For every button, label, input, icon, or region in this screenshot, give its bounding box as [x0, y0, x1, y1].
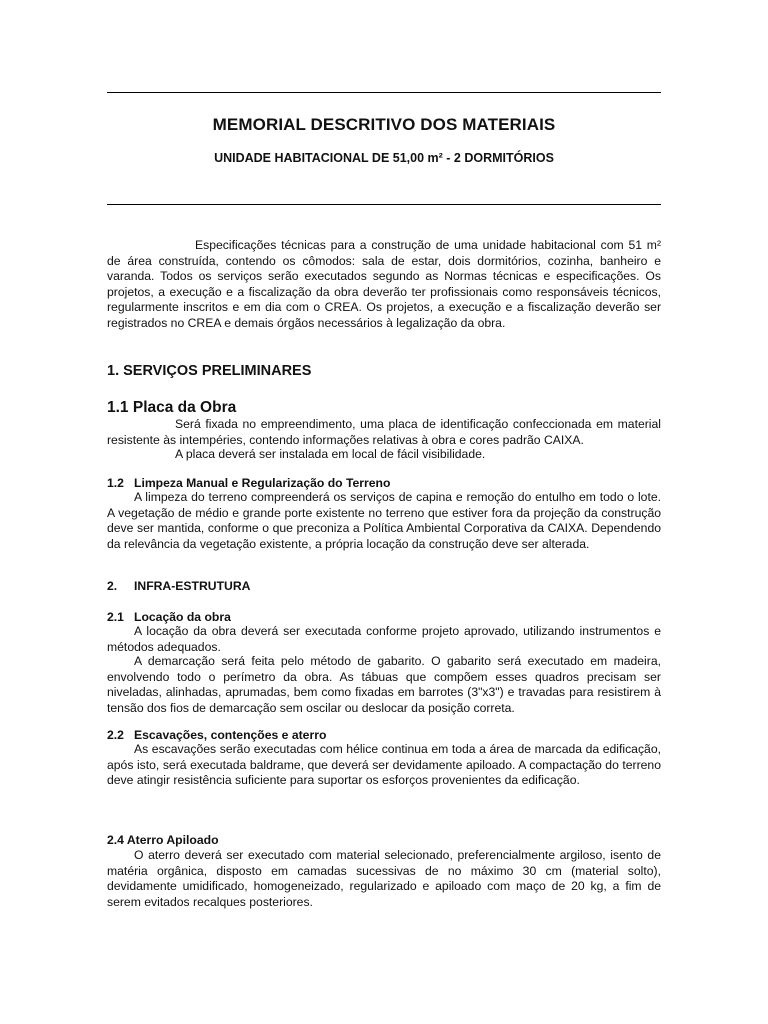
section-1-2-paragraph-1: A limpeza do terreno compreenderá os serviços de capina e remoção do entulho em todo o lote. A vegetação de médio e grande porte existente no terreno que estiver fora da projeção da construção deve ser mantida, conforme o que preconiza a Política Ambiental Corporativa da CAIXA. Dependendo da relevância da vegetação existente, a própria locação da construção deve ser alterada.	[107, 490, 661, 551]
header-bottom-rule	[107, 204, 661, 205]
document-subtitle: UNIDADE HABITACIONAL DE 51,00 m² - 2 DORMITÓRIOS	[214, 151, 554, 165]
section-2-number: 2.	[107, 579, 118, 593]
section-2-2-number: 2.2	[107, 728, 124, 742]
section-2-2-title: Escavações, contenções e aterro	[134, 728, 327, 742]
intro-paragraph: Especificações técnicas para a construção de uma unidade habitacional com 51 m² de área construída, contendo os cômodos: sala de estar, dois dormitórios, cozinha, banheiro e varanda. Todos os serviços serão executados segundo as Normas técnicas e especificações. Os projetos, a execução e a fiscalização da obra deverão ter profissionais como responsáveis técnicos, regularmente inscritos e em dia com o CREA. Os projetos, a execução e a fiscalização deverão ser registrados no CREA e demais órgãos necessários à legalização da obra.	[107, 238, 661, 330]
section-1-2-number: 1.2	[107, 476, 124, 490]
section-2-2-paragraph-1: As escavações serão executadas com hélice continua em toda a área de marcada da edificação, após isto, será executada baldrame, que deverá ser devidamente apiloado. A compactação do terreno deve atingir resistência suficiente para suportar os esforços provenientes da edificação.	[107, 742, 661, 788]
section-2-4-paragraph-1: O aterro deverá ser executado com material selecionado, preferencialmente argiloso, isento de matéria orgânica, disposto em camadas sucessivas de no máximo 30 cm (material solto), devidamente umidificado, homogeneizado, regularizado e apiloado com maço de 20 kg, a fim de serem evitados recalques posteriores.	[107, 848, 661, 909]
section-2-1-paragraph-1: A locação da obra deverá ser executada conforme projeto aprovado, utilizando instrumentos e métodos adequados.	[107, 624, 661, 654]
header-top-rule	[107, 92, 661, 93]
section-2-1-number: 2.1	[107, 610, 124, 624]
section-1-1-heading: 1.1 Placa da Obra	[107, 399, 237, 416]
document-title: MEMORIAL DESCRITIVO DOS MATERIAIS	[212, 115, 556, 134]
section-2-2-heading	[107, 728, 326, 742]
section-2-heading	[107, 579, 250, 593]
section-2-1-title: Locação da obra	[134, 610, 231, 624]
section-1-heading: 1. SERVIÇOS PRELIMINARES	[107, 363, 312, 379]
section-2-1-paragraph-2: A demarcação será feita pelo método de gabarito. O gabarito será executado em madeira, envolvendo todo o perímetro da obra. As tábuas que compõem esses quadros precisam ser niveladas, alinhadas, aprumadas, bem como fixadas em barrotes (3"x3") e travadas para resistirem à tensão dos fios de demarcação sem oscilar ou deslocar da posição correta.	[107, 654, 661, 715]
section-2-1-heading	[107, 610, 231, 624]
section-1-2-title: Limpeza Manual e Regularização do Terreno	[134, 476, 391, 490]
section-1-2-heading	[107, 476, 390, 490]
section-2-title: INFRA-ESTRUTURA	[134, 579, 251, 593]
section-1-1-paragraph-2: A placa deverá ser instalada em local de fácil visibilidade.	[175, 447, 486, 461]
section-1-1-paragraph-1: Será fixada no empreendimento, uma placa de identificação confeccionada em material resistente às intempéries, contendo informações relativas à obra e cores padrão CAIXA.	[107, 417, 661, 447]
section-2-4-heading: 2.4 Aterro Apiloado	[107, 833, 219, 847]
